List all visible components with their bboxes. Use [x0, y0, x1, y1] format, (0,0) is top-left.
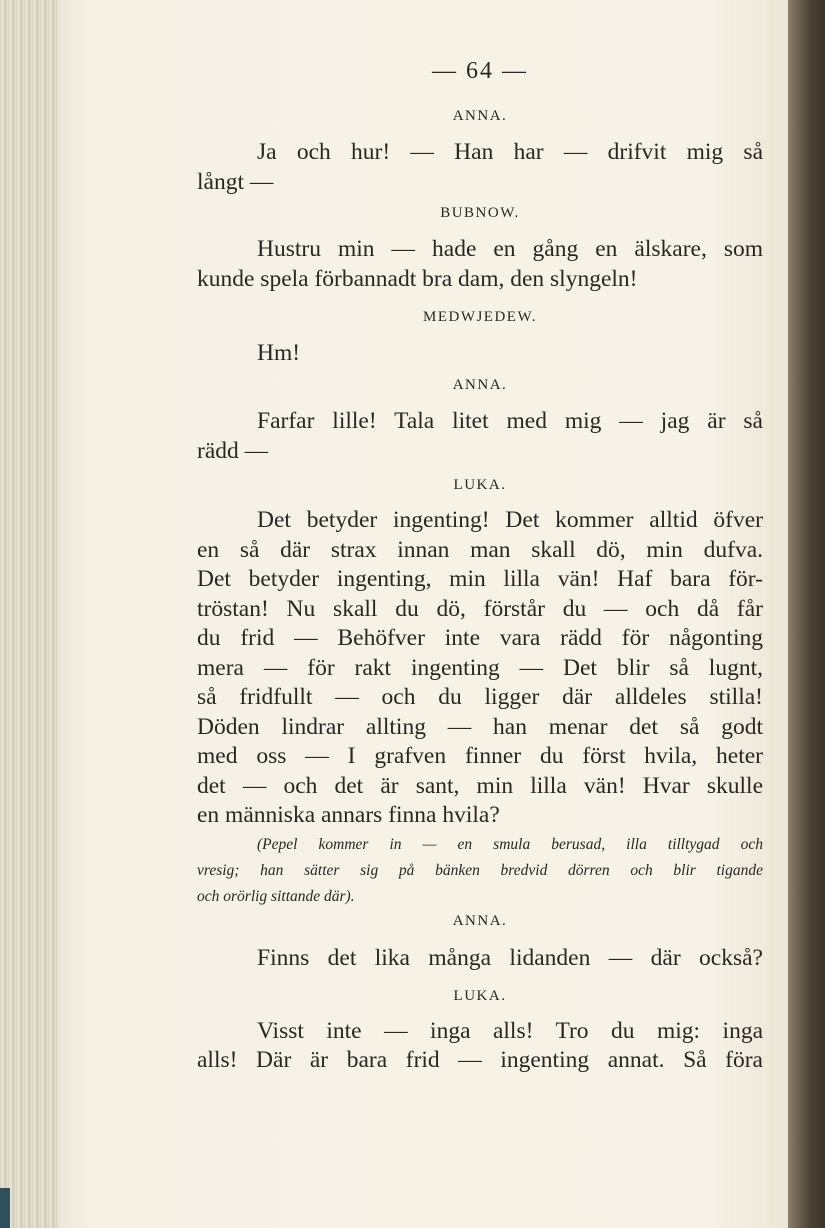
text-line: rädd — — [197, 438, 269, 464]
text-line: Det betyder ingenting, min lilla vän! Haf bara för- — [197, 566, 763, 592]
stage-direction-line: (Pepel kommer in — en smula berusad, illa tilltygad och — [257, 836, 763, 853]
text-line: kunde spela förbannadt bra dam, den slyngeln! — [197, 266, 638, 292]
speaker-heading: ANNA. — [452, 108, 508, 124]
text-line: alls! Där är bara frid — ingenting annat. Så föra — [197, 1047, 763, 1073]
speaker-heading: LUKA. — [453, 477, 507, 493]
stage-direction-line: och orörlig sittande där). — [197, 888, 355, 905]
text-line: Farfar lille! Tala litet med mig — jag är så — [257, 408, 763, 434]
speaker-heading: ANNA. — [452, 913, 508, 929]
text-line: Hustru min — hade en gång en älskare, som — [257, 236, 763, 262]
text-line: tröstan! Nu skall du dö, förstår du — och då får — [197, 596, 763, 622]
text-line: Det betyder ingenting! Det kommer alltid öfver — [257, 507, 763, 533]
page-number: — 64 — — [432, 58, 528, 84]
text-line: Döden lindrar allting — han menar det så godt — [197, 714, 763, 740]
text-line: långt — — [197, 169, 274, 195]
speaker-heading: MEDWJEDEW. — [422, 309, 538, 325]
stage-direction-line: vresig; han sätter sig på bänken bredvid dörren och blir tigande — [197, 862, 763, 879]
text-line: Hm! — [257, 340, 301, 366]
book-spine-shadow — [788, 0, 825, 1228]
book-page-edges — [0, 0, 58, 1228]
text-line: mera — för rakt ingenting — Det blir så lugnt, — [197, 655, 763, 681]
speaker-heading: LUKA. — [453, 988, 507, 1004]
text-line: med oss — I grafven finner du först hvila, heter — [197, 743, 763, 769]
text-line: så fridfullt — och du ligger där alldeles stilla! — [197, 684, 763, 710]
text-line: Visst inte — inga alls! Tro du mig: inga — [257, 1018, 763, 1044]
text-line: det — och det är sant, min lilla vän! Hvar skulle — [197, 773, 763, 799]
speaker-heading: ANNA. — [452, 377, 508, 393]
text-line: en så där strax innan man skall dö, min dufva. — [197, 537, 763, 563]
text-line: Finns det lika många lidanden — där också? — [257, 945, 763, 971]
speaker-heading: BUBNOW. — [440, 205, 520, 221]
text-line: Ja och hur! — Han har — drifvit mig så — [257, 139, 763, 165]
text-line: du frid — Behöfver inte vara rädd för någonting — [197, 625, 763, 651]
text-line: en människa annars finna hvila? — [197, 802, 500, 828]
